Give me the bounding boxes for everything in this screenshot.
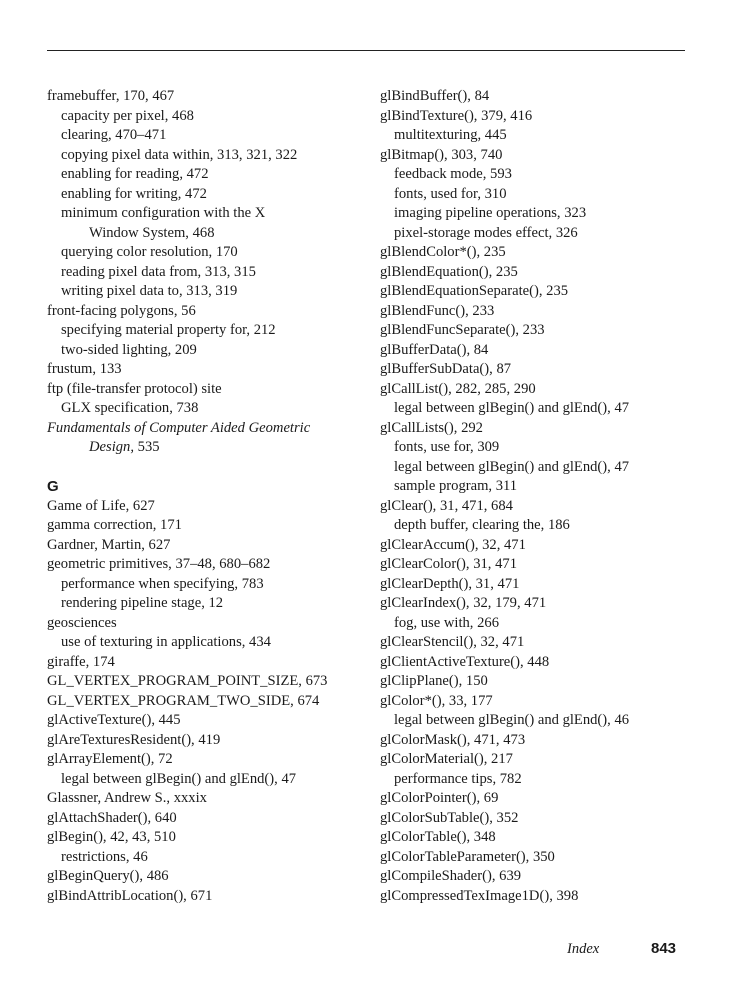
index-entry: glClientActiveTexture(), 448 (380, 653, 550, 670)
index-entry: glColorPointer(), 69 (380, 790, 499, 806)
index-entry: glAttachShader(), 640 (47, 809, 177, 826)
index-entry: front-facing polygons, 56 (47, 302, 196, 319)
index-entry: ftp (file-transfer protocol) site (47, 380, 222, 397)
index-subentry: legal between glBegin() and glEnd(), 46 (394, 712, 630, 728)
index-entry: glCallLists(), 292 (380, 419, 483, 436)
index-subentry: restrictions, 46 (61, 848, 148, 865)
index-column-right (380, 87, 700, 906)
index-entry: glArrayElement(), 72 (47, 751, 173, 767)
index-subentry: depth buffer, clearing the, 186 (394, 517, 570, 533)
index-entry: glBitmap(), 303, 740 (380, 146, 503, 163)
index-subentry: reading pixel data from, 313, 315 (61, 263, 256, 280)
index-entry: glBufferSubData(), 87 (380, 361, 512, 377)
index-subentry: fog, use with, 266 (394, 614, 499, 631)
index-entry: glBindTexture(), 379, 416 (380, 107, 533, 124)
index-section-heading: G (47, 478, 59, 495)
index-subentry: legal between glBegin() and glEnd(), 47 (394, 458, 630, 475)
index-subentry (47, 438, 347, 458)
index-entry: glClearIndex(), 32, 179, 471 (380, 595, 547, 611)
index-entry: glBufferData(), 84 (380, 341, 489, 358)
index-entry: glBlendEquation(), 235 (380, 263, 518, 280)
index-subentry: clearing, 470–471 (61, 127, 167, 143)
index-subentry: pixel-storage modes effect, 326 (394, 224, 578, 241)
index-entry: glAreTexturesResident(), 419 (47, 731, 221, 748)
index-entry-title: Design, (89, 439, 134, 455)
index-entry: framebuffer, 170, 467 (47, 88, 175, 104)
section-gap (47, 458, 347, 478)
index-entry: glColorSubTable(), 352 (380, 809, 519, 826)
index-entry: glClearColor(), 31, 471 (380, 556, 517, 572)
index-subentry: legal between glBegin() and glEnd(), 47 (61, 770, 297, 787)
index-entry: gamma correction, 171 (47, 517, 182, 533)
index-entry-title: Fundamentals of Computer Aided Geometric (47, 419, 311, 436)
index-subentry: multitexturing, 445 (394, 127, 507, 143)
index-subentry: enabling for writing, 472 (61, 185, 207, 202)
index-entry: glBlendFuncSeparate(), 233 (380, 322, 545, 338)
index-entry: glBlendEquationSeparate(), 235 (380, 283, 569, 299)
index-subentry: Window System, 468 (89, 224, 215, 241)
index-subentry: fonts, use for, 309 (394, 439, 500, 455)
index-entry: glColorMaterial(), 217 (380, 751, 513, 767)
index-entry: glColorTableParameter(), 350 (380, 848, 555, 865)
index-subentry: copying pixel data within, 313, 321, 322 (61, 146, 298, 163)
index-subentry: performance when specifying, 783 (61, 575, 264, 592)
index-entry: glClearStencil(), 32, 471 (380, 634, 525, 650)
index-entry: glBindAttribLocation(), 671 (47, 887, 213, 904)
index-entry: glCompressedTexImage1D(), 398 (380, 887, 579, 904)
index-entry: glClipPlane(), 150 (380, 673, 488, 689)
index-subentry: performance tips, 782 (394, 770, 522, 787)
index-subentry: GLX specification, 738 (61, 400, 199, 416)
top-rule (47, 50, 685, 51)
index-subentry: use of texturing in applications, 434 (61, 634, 271, 650)
index-subentry: fonts, used for, 310 (394, 185, 507, 202)
index-subentry: sample program, 311 (394, 478, 518, 494)
index-entry: glBlendColor*(), 235 (380, 244, 506, 260)
index-entry: giraffe, 174 (47, 653, 115, 670)
index-entry (47, 419, 347, 439)
index-entry: glBeginQuery(), 486 (47, 868, 169, 884)
index-entry: glColorTable(), 348 (380, 829, 496, 845)
index-entry: glBegin(), 42, 43, 510 (47, 829, 176, 845)
index-entry-pages: 535 (134, 439, 160, 455)
index-entry: glColorMask(), 471, 473 (380, 731, 526, 748)
index-subentry: feedback mode, 593 (394, 166, 512, 182)
index-entry: glClear(), 31, 471, 684 (380, 497, 513, 514)
footer-section-label: Index (567, 941, 600, 957)
index-entry: glCompileShader(), 639 (380, 868, 522, 884)
index-subentry: minimum configuration with the X (61, 205, 266, 221)
index-entry: glBlendFunc(), 233 (380, 302, 495, 319)
index-subentry: imaging pipeline operations, 323 (394, 205, 587, 221)
index-entry: GL_VERTEX_PROGRAM_TWO_SIDE, 674 (47, 692, 320, 709)
index-entry: Glassner, Andrew S., xxxix (47, 790, 207, 806)
index-subentry: legal between glBegin() and glEnd(), 47 (394, 400, 630, 416)
index-subentry: specifying material property for, 212 (61, 322, 276, 338)
index-entry: geometric primitives, 37–48, 680–682 (47, 556, 271, 572)
index-entry: Game of Life, 627 (47, 497, 155, 514)
index-entry: glBindBuffer(), 84 (380, 88, 490, 104)
index-subentry: capacity per pixel, 468 (61, 107, 194, 124)
index-subentry: two-sided lighting, 209 (61, 341, 197, 358)
index-entry: glColor*(), 33, 177 (380, 692, 493, 709)
index-entry: Gardner, Martin, 627 (47, 536, 171, 553)
index-entry: glClearAccum(), 32, 471 (380, 536, 526, 553)
index-entry: glActiveTexture(), 445 (47, 712, 181, 728)
page-number: 843 (651, 940, 677, 957)
index-entry: glCallList(), 282, 285, 290 (380, 380, 536, 397)
index-subentry: rendering pipeline stage, 12 (61, 595, 224, 611)
index-column-left (47, 87, 347, 906)
index-entry: frustum, 133 (47, 361, 122, 377)
index-subentry: enabling for reading, 472 (61, 166, 209, 182)
index-subentry: writing pixel data to, 313, 319 (61, 283, 238, 299)
index-entry: glClearDepth(), 31, 471 (380, 575, 520, 592)
index-entry: geosciences (47, 614, 117, 631)
index-entry: GL_VERTEX_PROGRAM_POINT_SIZE, 673 (47, 673, 328, 689)
index-subentry: querying color resolution, 170 (61, 244, 238, 260)
